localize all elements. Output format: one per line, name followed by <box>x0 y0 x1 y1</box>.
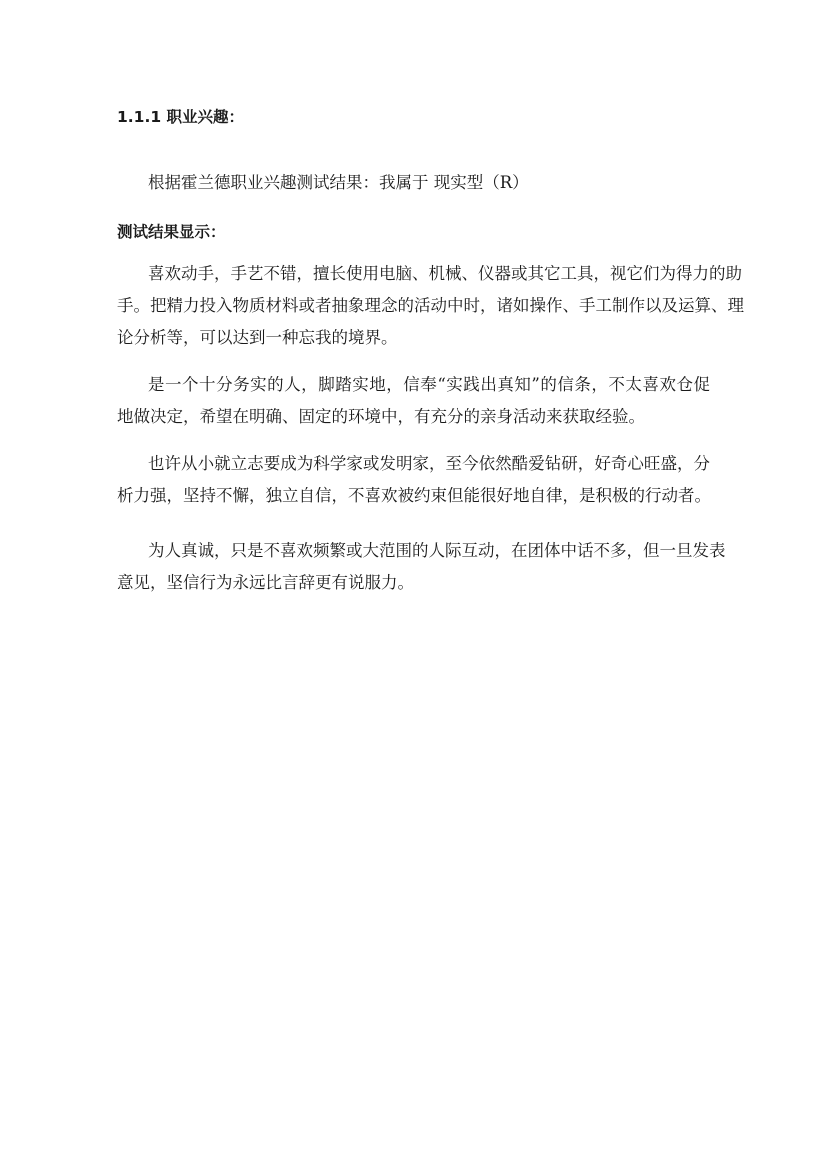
paragraph-line: 析力强，坚持不懈，独立自信，不喜欢被约束但能很好地自律，是积极的行动者。 <box>117 486 711 505</box>
paragraph-line: 地做决定，希望在明确、固定的环境中，有充分的亲身活动来获取经验。 <box>117 407 645 426</box>
section-heading: 1.1.1 职业兴趣： <box>117 108 245 126</box>
paragraph-line: 为人真诚，只是不喜欢频繁或大范围的人际互动，在团体中话不多，但一旦发表 <box>148 541 726 560</box>
paragraph-line: 喜欢动手，手艺不错，擅长使用电脑、机械、仪器或其它工具，视它们为得力的助 <box>148 264 742 283</box>
paragraph-line: 是一个十分务实的人，脚踏实地，信奉“实践出真知”的信条，不太喜欢仓促 <box>148 375 710 394</box>
paragraph-line: 意见，坚信行为永远比言辞更有说服力。 <box>117 573 414 592</box>
paragraph-line: 论分析等，可以达到一种忘我的境界。 <box>117 328 398 347</box>
subheading: 测试结果显示： <box>117 223 226 241</box>
test-result-line: 根据霍兰德职业兴趣测试结果：我属于 现实型（R） <box>148 173 529 192</box>
paragraph-line: 也许从小就立志要成为科学家或发明家，至今依然酷爱钻研，好奇心旺盛，分 <box>148 454 710 473</box>
paragraph-line: 手。把精力投入物质材料或者抽象理念的活动中时，诸如操作、手工制作以及运算、理 <box>117 296 744 315</box>
